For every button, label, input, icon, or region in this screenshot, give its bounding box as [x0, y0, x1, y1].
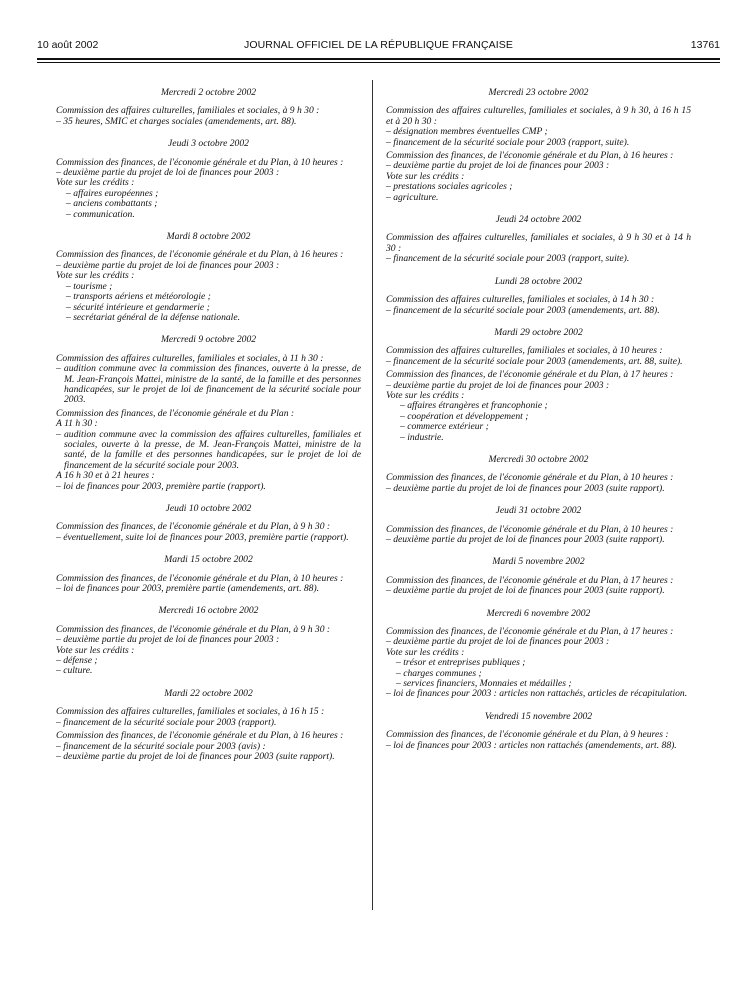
- session-entry: [386, 88, 691, 203]
- agenda-heading: Commission des affaires culturelles, familiales et sociales, à 9 h 30, à 16 h 15 et à 20 h 30 :: [386, 105, 691, 127]
- agenda-item: – charges communes ;: [396, 667, 482, 679]
- agenda-item: – deuxième partie du projet de loi de finances pour 2003 :: [386, 379, 610, 391]
- agenda-heading: Commission des finances, de l'économie générale et du Plan, à 10 heures :: [56, 156, 344, 168]
- agenda-item: – trésor et entreprises publiques ;: [396, 657, 526, 669]
- commission-block: [56, 106, 361, 127]
- agenda-item: – défense ;: [56, 655, 98, 667]
- agenda-item: – financement de la sécurité sociale pour 2003 (rapport).: [56, 716, 277, 728]
- session-entry: [56, 689, 361, 762]
- session-date: Mardi 22 octobre 2002: [164, 687, 253, 699]
- session-entry: [386, 215, 691, 265]
- session-entry: [386, 609, 691, 700]
- agenda-item: – secrétariat général de la défense nationale.: [66, 311, 240, 323]
- agenda-heading: Commission des finances, de l'économie générale et du Plan, à 10 heures :: [56, 572, 344, 584]
- session-entry: [56, 335, 361, 492]
- commission-block: [386, 346, 691, 367]
- agenda-item: – deuxième partie du projet de loi de finances pour 2003 (suite rapport).: [56, 750, 335, 762]
- commission-block: [56, 731, 361, 762]
- session-entry: [56, 232, 361, 323]
- session-date: Mardi 29 octobre 2002: [494, 326, 583, 338]
- commission-block: [56, 409, 361, 492]
- agenda-item: – sécurité intérieure et gendarmerie ;: [66, 301, 210, 313]
- commission-block: [56, 158, 361, 220]
- column-divider: [372, 80, 373, 910]
- journal-title: JOURNAL OFFICIEL DE LA RÉPUBLIQUE FRANÇAISE: [244, 39, 513, 51]
- agenda-item: – financement de la sécurité sociale pour 2003 (rapport, suite).: [386, 136, 630, 148]
- agenda-item: – transports aériens et météorologie ;: [66, 291, 211, 303]
- agenda-heading: Vote sur les crédits :: [56, 270, 135, 282]
- session-date: Mercredi 23 octobre 2002: [488, 87, 589, 98]
- commission-block: [56, 250, 361, 323]
- agenda-item: – loi de finances pour 2003, première partie (rapport).: [56, 480, 266, 492]
- session-entry: [56, 504, 361, 543]
- session-date: Jeudi 3 octobre 2002: [168, 138, 249, 150]
- agenda-item: – tourisme ;: [66, 280, 113, 292]
- session-date: Jeudi 10 octobre 2002: [165, 503, 252, 514]
- session-entry: [386, 328, 691, 443]
- page-header: [37, 39, 720, 55]
- session-entry: [56, 88, 361, 127]
- commission-block: [56, 522, 361, 543]
- commission-block: [56, 707, 361, 728]
- session-date: Mercredi 6 novembre 2002: [486, 607, 591, 619]
- session-entry: [386, 712, 691, 751]
- agenda-heading: Commission des affaires culturelles, familiales et sociales, à 9 h 30 et à 14 h 30 :: [386, 232, 691, 254]
- agenda-heading: Commission des finances, de l'économie générale et du Plan, à 9 h 30 :: [56, 521, 331, 533]
- agenda-item: – deuxième partie du projet de loi de finances pour 2003 (suite rapport).: [386, 585, 665, 597]
- agenda-item: – coopération et développement ;: [400, 410, 529, 422]
- agenda-heading: Commission des finances, de l'économie générale et du Plan, à 17 heures :: [386, 369, 674, 381]
- header-rule-thin: [37, 62, 720, 63]
- agenda-heading: Commission des finances, de l'économie générale et du Plan, à 16 heures :: [56, 249, 344, 261]
- agenda-heading: Vote sur les crédits :: [386, 646, 465, 658]
- session-date: Mercredi 2 octobre 2002: [160, 87, 257, 98]
- session-entry: [386, 557, 691, 596]
- agenda-item: – audition commune avec la commission des finances, ouverte à la presse, de M. Jean-François Mattei, ministre de la santé, de la famille et des personnes handicapées, sur le projet de loi de financement de la sécurité sociale pour 2003.: [56, 363, 361, 406]
- session-entry: [386, 277, 691, 316]
- agenda-heading: Commission des finances, de l'économie générale et du Plan :: [56, 407, 295, 419]
- agenda-heading: Commission des finances, de l'économie générale et du Plan, à 16 heures :: [56, 730, 344, 742]
- agenda-item: – deuxième partie du projet de loi de finances pour 2003 (suite rapport).: [386, 534, 665, 545]
- commission-block: [386, 627, 691, 700]
- agenda-item: – deuxième partie du projet de loi de finances pour 2003 :: [386, 636, 610, 648]
- agenda-item: – deuxième partie du projet de loi de finances pour 2003 :: [56, 259, 280, 271]
- agenda-item: – financement de la sécurité sociale pour 2003 (amendements, art. 88).: [386, 304, 660, 316]
- agenda-item: – financement de la sécurité sociale pour 2003 (avis) :: [56, 740, 266, 752]
- commission-block: [386, 233, 691, 264]
- agenda-item: – agriculture.: [386, 191, 439, 203]
- agenda-heading: Commission des finances, de l'économie générale et du Plan, à 9 heures :: [386, 729, 669, 741]
- session-entry: [56, 555, 361, 594]
- commission-block: [386, 730, 691, 751]
- agenda-item: – éventuellement, suite loi de finances pour 2003, première partie (rapport).: [56, 531, 349, 543]
- agenda-heading: Commission des finances, de l'économie générale et du Plan, à 16 heures :: [386, 150, 674, 162]
- agenda-item: – loi de finances pour 2003 : articles non rattachés (amendements, art. 88).: [386, 739, 677, 751]
- session-entry: [386, 455, 691, 494]
- header-rule-thick: [37, 58, 720, 60]
- session-date: Mardi 8 octobre 2002: [166, 231, 251, 243]
- agenda-heading: Commission des affaires culturelles, familiales et sociales, à 16 h 15 :: [56, 706, 325, 718]
- session-date: Mercredi 30 octobre 2002: [488, 453, 589, 465]
- agenda-heading: Commission des affaires culturelles, familiales et sociales, à 11 h 30 :: [56, 352, 324, 364]
- commission-block: [386, 106, 691, 148]
- session-date: Mercredi 16 octobre 2002: [158, 605, 259, 617]
- session-date: Lundi 28 octobre 2002: [494, 275, 583, 287]
- agenda-heading: Vote sur les crédits :: [56, 177, 135, 189]
- agenda-heading: A 11 h 30 :: [56, 418, 98, 430]
- agenda-heading: Vote sur les crédits :: [56, 644, 135, 656]
- agenda-item: – affaires européennes ;: [66, 187, 159, 199]
- commission-block: [386, 151, 691, 203]
- header-date: 10 août 2002: [37, 39, 99, 51]
- agenda-heading: Commission des affaires culturelles, familiales et sociales, à 10 heures :: [386, 345, 663, 357]
- commission-block: [386, 473, 691, 494]
- agenda-item: – deuxième partie du projet de loi de finances pour 2003 :: [56, 167, 280, 179]
- agenda-item: – 35 heures, SMIC et charges sociales (amendements, art. 88).: [56, 115, 297, 127]
- agenda-item: – affaires étrangères et francophonie ;: [400, 400, 548, 412]
- agenda-item: – deuxième partie du projet de loi de finances pour 2003 :: [386, 160, 610, 172]
- agenda-item: – prestations sociales agricoles ;: [386, 181, 513, 193]
- left-column: [56, 88, 361, 774]
- commission-block: [386, 295, 691, 316]
- agenda-heading: Vote sur les crédits :: [386, 389, 465, 401]
- page-number: 13761: [690, 39, 720, 51]
- agenda-item: – désignation membres éventuelles CMP ;: [386, 126, 548, 138]
- agenda-heading: Commission des finances, de l'économie générale et du Plan, à 10 heures :: [386, 523, 674, 535]
- session-entry: [386, 506, 691, 545]
- agenda-item: – industrie.: [400, 431, 444, 443]
- agenda-item: – loi de finances pour 2003, première partie (amendements, art. 88).: [56, 583, 320, 595]
- agenda-heading: Commission des finances, de l'économie générale et du Plan, à 9 h 30 :: [56, 623, 331, 635]
- commission-block: [386, 370, 691, 443]
- session-date: Mercredi 9 octobre 2002: [160, 334, 257, 346]
- agenda-heading: Vote sur les crédits :: [386, 170, 465, 182]
- commission-block: [386, 576, 691, 597]
- session-entry: [56, 139, 361, 220]
- commission-block: [56, 354, 361, 406]
- session-date: Jeudi 31 octobre 2002: [495, 505, 582, 517]
- right-column: [386, 88, 691, 763]
- agenda-item: – communication.: [66, 208, 135, 220]
- agenda-item: – services financiers, Monnaies et médailles ;: [396, 678, 572, 690]
- agenda-item: – anciens combattants ;: [66, 198, 158, 210]
- agenda-heading: A 16 h 30 et à 21 heures :: [56, 470, 155, 482]
- agenda-heading: Commission des affaires culturelles, familiales et sociales, à 9 h 30 :: [56, 105, 320, 117]
- agenda-heading: Commission des finances, de l'économie générale et du Plan, à 10 heures :: [386, 472, 674, 484]
- agenda-item: – financement de la sécurité sociale pour 2003 (amendements, art. 88, suite).: [386, 355, 683, 367]
- session-date: Vendredi 15 novembre 2002: [484, 710, 593, 722]
- agenda-item: – financement de la sécurité sociale pour 2003 (rapport, suite).: [386, 253, 630, 265]
- agenda-item: – commerce extérieur ;: [400, 421, 489, 433]
- session-date: Jeudi 24 octobre 2002: [495, 214, 582, 226]
- session-entry: [56, 606, 361, 676]
- session-date: Mardi 5 novembre 2002: [492, 556, 585, 568]
- commission-block: [56, 574, 361, 595]
- agenda-item: – audition commune avec la commission des affaires culturelles, familiales et sociales, ouverte à la presse, de M. Jean-François Mattei, ministre de la santé, de la famille et des personnes handicapées, sur le projet de loi de financement de la sécurité sociale pour 2003.: [56, 428, 361, 471]
- agenda-heading: Commission des finances, de l'économie générale et du Plan, à 17 heures :: [386, 626, 674, 638]
- agenda-item: – deuxième partie du projet de loi de finances pour 2003 (suite rapport).: [386, 482, 665, 494]
- agenda-item: – deuxième partie du projet de loi de finances pour 2003 :: [56, 634, 280, 646]
- commission-block: [56, 625, 361, 677]
- agenda-heading: Commission des finances, de l'économie générale et du Plan, à 17 heures :: [386, 574, 674, 586]
- agenda-item: – culture.: [56, 665, 93, 677]
- session-date: Mardi 15 octobre 2002: [164, 554, 253, 566]
- commission-block: [386, 525, 691, 546]
- agenda-item: – loi de finances pour 2003 : articles non rattachés, articles de récapitulation.: [386, 688, 688, 700]
- agenda-heading: Commission des affaires culturelles, familiales et sociales, à 14 h 30 :: [386, 294, 655, 306]
